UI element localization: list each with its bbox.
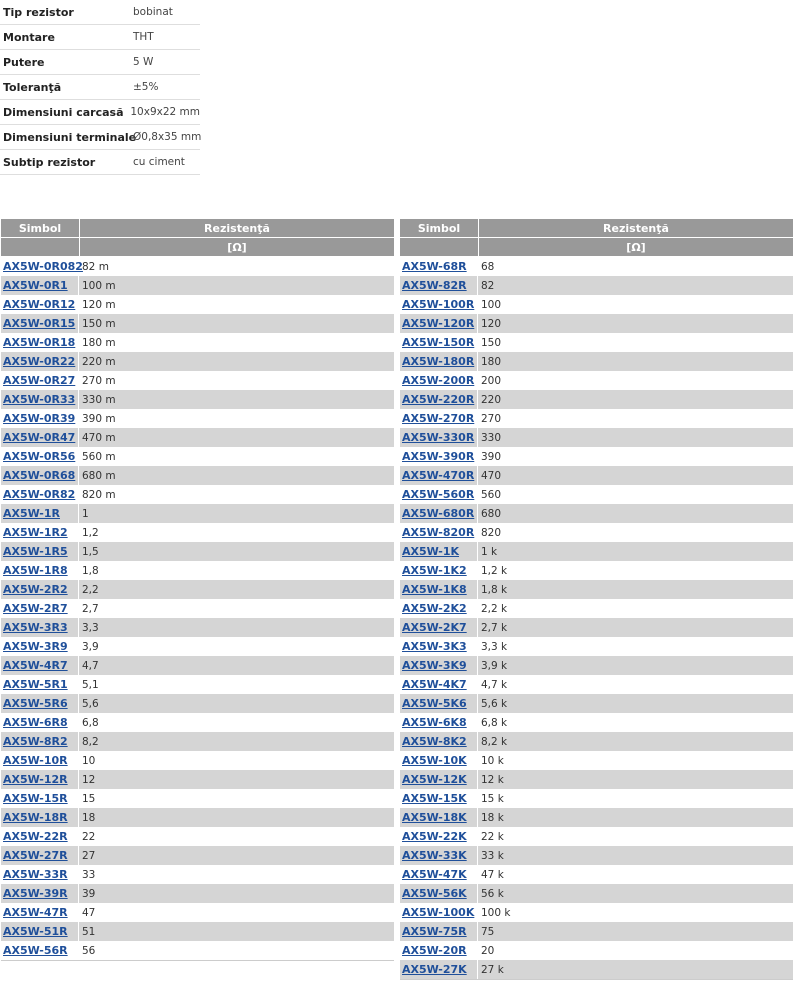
table-row	[400, 428, 793, 447]
resistance-value: 8,2	[82, 735, 99, 748]
spec-label: Subtip rezistor	[3, 155, 96, 169]
table-row	[400, 542, 793, 561]
resistance-value: 2,2	[82, 583, 99, 596]
table-row	[1, 903, 394, 922]
product-symbol-link[interactable]: AX5W-5R6	[1, 694, 79, 713]
resistance-value: 68	[481, 260, 495, 273]
product-symbol-link[interactable]: AX5W-470R	[400, 466, 478, 485]
product-symbol-link[interactable]: AX5W-2K2	[400, 599, 478, 618]
table-row	[1, 314, 394, 333]
table-row	[1, 504, 394, 523]
resistance-value: 2,7 k	[481, 621, 508, 634]
product-symbol-link[interactable]: AX5W-82R	[400, 276, 478, 295]
table-row	[1, 675, 394, 694]
product-symbol-link[interactable]: AX5W-15R	[1, 789, 79, 808]
table-row	[400, 523, 793, 542]
product-symbol-link[interactable]: AX5W-3K3	[400, 637, 478, 656]
symbol-header: Simbol	[400, 219, 479, 237]
resistance-value: 270 m	[82, 374, 116, 387]
resistance-header: Rezistenţă	[603, 221, 669, 235]
table-row	[1, 808, 394, 827]
table-row	[400, 827, 793, 846]
product-symbol-link[interactable]: AX5W-100R	[400, 295, 478, 314]
resistance-value: 820	[481, 526, 502, 539]
resistance-value: 1,5	[82, 545, 99, 558]
resistance-value: 12	[82, 773, 96, 786]
product-symbol-link[interactable]: AX5W-0R12	[1, 295, 79, 314]
product-symbol-link[interactable]: AX5W-27R	[1, 846, 79, 865]
table-row	[400, 276, 793, 295]
table-row	[400, 751, 793, 770]
product-symbol-link[interactable]: AX5W-0R56	[1, 447, 79, 466]
product-symbol-link[interactable]: AX5W-0R082	[1, 257, 79, 276]
product-symbol-link[interactable]: AX5W-1R	[1, 504, 79, 523]
resistance-value: 33	[82, 868, 96, 881]
product-symbol-link[interactable]: AX5W-220R	[400, 390, 478, 409]
spec-row	[0, 0, 200, 25]
table-row	[1, 428, 394, 447]
resistance-value: 56	[82, 944, 96, 957]
resistance-value: 470	[481, 469, 502, 482]
product-symbol-link[interactable]: AX5W-0R68	[1, 466, 79, 485]
table-row	[400, 447, 793, 466]
product-symbol-link[interactable]: AX5W-1R5	[1, 542, 79, 561]
spec-value: ±5%	[133, 81, 159, 93]
resistance-value: 270	[481, 412, 502, 425]
table-row	[1, 466, 394, 485]
resistance-value: 1 k	[481, 545, 498, 558]
product-symbol-link[interactable]: AX5W-100K	[400, 903, 478, 922]
unit-header: [Ω]	[626, 240, 646, 254]
resistance-value: 100 m	[82, 279, 116, 292]
spec-row	[0, 100, 200, 125]
product-symbol-link[interactable]: AX5W-0R82	[1, 485, 79, 504]
table-row	[400, 561, 793, 580]
product-symbol-link[interactable]: AX5W-8R2	[1, 732, 79, 751]
table-row	[1, 371, 394, 390]
table-row	[400, 580, 793, 599]
resistance-value: 18 k	[481, 811, 504, 824]
resistance-value: 150	[481, 336, 502, 349]
product-symbol-link[interactable]: AX5W-6R8	[1, 713, 79, 732]
table-row	[400, 485, 793, 504]
resistance-value: 82	[481, 279, 495, 292]
table-header	[1, 219, 394, 237]
resistance-value: 3,3	[82, 621, 99, 634]
product-symbol-link[interactable]: AX5W-200R	[400, 371, 478, 390]
table-row	[1, 618, 394, 637]
table-row	[1, 409, 394, 428]
table-row	[1, 542, 394, 561]
table-row	[1, 732, 394, 751]
table-row	[400, 599, 793, 618]
resistance-value: 100 k	[481, 906, 511, 919]
table-row	[1, 770, 394, 789]
table-body	[1, 257, 394, 961]
resistance-value: 330 m	[82, 393, 116, 406]
product-symbol-link[interactable]: AX5W-0R18	[1, 333, 79, 352]
table-row	[400, 941, 793, 960]
table-row	[1, 352, 394, 371]
table-row	[1, 333, 394, 352]
spec-value: 5 W	[133, 56, 154, 68]
product-symbol-link[interactable]: AX5W-3K9	[400, 656, 478, 675]
table-row	[1, 865, 394, 884]
table-row	[1, 694, 394, 713]
table-row	[1, 884, 394, 903]
resistance-value: 200	[481, 374, 502, 387]
table-row	[1, 390, 394, 409]
product-symbol-link[interactable]: AX5W-33R	[1, 865, 79, 884]
table-row	[400, 808, 793, 827]
table-row	[400, 371, 793, 390]
table-row	[1, 580, 394, 599]
resistance-header: Rezistenţă	[204, 221, 270, 235]
resistance-value: 82 m	[82, 260, 109, 273]
table-row	[1, 637, 394, 656]
resistance-value: 4,7	[82, 659, 99, 672]
resistance-value: 4,7 k	[481, 678, 508, 691]
product-symbol-link[interactable]: AX5W-2R2	[1, 580, 79, 599]
resistance-value: 1,8 k	[481, 583, 508, 596]
spec-value: bobinat	[133, 6, 173, 18]
product-symbol-link[interactable]: AX5W-22R	[1, 827, 79, 846]
table-row	[400, 789, 793, 808]
product-symbol-link[interactable]: AX5W-0R1	[1, 276, 79, 295]
resistance-value: 3,3 k	[481, 640, 508, 653]
table-row	[1, 561, 394, 580]
table-row	[1, 276, 394, 295]
resistance-value: 15	[82, 792, 96, 805]
table-row	[1, 941, 394, 960]
table-row	[1, 846, 394, 865]
table-row	[1, 751, 394, 770]
product-symbol-link[interactable]: AX5W-10R	[1, 751, 79, 770]
product-symbol-link[interactable]: AX5W-5R1	[1, 675, 79, 694]
table-row	[1, 922, 394, 941]
product-symbol-link[interactable]: AX5W-39R	[1, 884, 79, 903]
spec-table	[0, 0, 200, 175]
resistance-value: 390 m	[82, 412, 116, 425]
resistance-value: 1	[82, 507, 89, 520]
resistance-value: 27 k	[481, 963, 504, 976]
unit-header: [Ω]	[227, 240, 247, 254]
product-symbol-link[interactable]: AX5W-1K	[400, 542, 478, 561]
table-row	[400, 637, 793, 656]
product-symbol-link[interactable]: AX5W-3R9	[1, 637, 79, 656]
product-symbol-link[interactable]: AX5W-20R	[400, 941, 478, 960]
product-symbol-link[interactable]: AX5W-56R	[1, 941, 79, 960]
table-row	[400, 295, 793, 314]
resistance-value: 2,2 k	[481, 602, 508, 615]
table-row	[400, 903, 793, 922]
resistance-value: 56 k	[481, 887, 504, 900]
product-symbol-link[interactable]: AX5W-0R39	[1, 409, 79, 428]
table-row	[400, 257, 793, 276]
resistance-value: 8,2 k	[481, 735, 508, 748]
spec-label: Putere	[3, 55, 45, 69]
spec-row	[0, 75, 200, 100]
product-symbol-link[interactable]: AX5W-27K	[400, 960, 478, 979]
table-row	[1, 485, 394, 504]
table-row	[400, 694, 793, 713]
spec-label: Tip rezistor	[3, 5, 74, 19]
table-row	[1, 523, 394, 542]
table-row	[400, 409, 793, 428]
resistance-value: 680 m	[82, 469, 116, 482]
table-row	[400, 922, 793, 941]
resistance-value: 180	[481, 355, 502, 368]
product-symbol-link[interactable]: AX5W-68R	[400, 257, 478, 276]
spec-label: Dimensiuni carcasă	[3, 105, 124, 119]
resistance-value: 150 m	[82, 317, 116, 330]
resistance-value: 6,8	[82, 716, 99, 729]
product-symbol-link[interactable]: AX5W-51R	[1, 922, 79, 941]
resistance-value: 3,9	[82, 640, 99, 653]
product-symbol-link[interactable]: AX5W-150R	[400, 333, 478, 352]
resistance-value: 820 m	[82, 488, 116, 501]
spec-label: Montare	[3, 30, 55, 44]
spec-label: Dimensiuni terminale	[3, 130, 137, 144]
product-symbol-link[interactable]: AX5W-2R7	[1, 599, 79, 618]
resistance-value: 2,7	[82, 602, 99, 615]
table-row	[400, 675, 793, 694]
resistance-value: 20	[481, 944, 495, 957]
product-symbol-link[interactable]: AX5W-47R	[1, 903, 79, 922]
product-symbol-link[interactable]: AX5W-4R7	[1, 656, 79, 675]
product-symbol-link[interactable]: AX5W-18K	[400, 808, 478, 827]
resistor-table-right	[400, 219, 793, 980]
symbol-header: Simbol	[1, 219, 80, 237]
table-row	[1, 599, 394, 618]
resistance-value: 220 m	[82, 355, 116, 368]
product-symbol-link[interactable]: AX5W-47K	[400, 865, 478, 884]
resistance-value: 1,2 k	[481, 564, 508, 577]
product-symbol-link[interactable]: AX5W-330R	[400, 428, 478, 447]
product-symbol-link[interactable]: AX5W-10K	[400, 751, 478, 770]
product-symbol-link[interactable]: AX5W-5K6	[400, 694, 478, 713]
table-row	[1, 827, 394, 846]
product-symbol-link[interactable]: AX5W-820R	[400, 523, 478, 542]
resistance-value: 5,6	[82, 697, 99, 710]
unit-header-row	[1, 237, 394, 256]
resistance-value: 12 k	[481, 773, 504, 786]
resistance-value: 120	[481, 317, 502, 330]
product-symbol-link[interactable]: AX5W-12R	[1, 770, 79, 789]
resistance-value: 330	[481, 431, 502, 444]
table-row	[1, 656, 394, 675]
table-row	[400, 960, 793, 979]
resistance-value: 5,6 k	[481, 697, 508, 710]
spec-value: 10x9x22 mm	[130, 106, 200, 118]
unit-header-row	[400, 237, 793, 256]
table-row	[400, 770, 793, 789]
resistance-value: 15 k	[481, 792, 504, 805]
table-row	[400, 884, 793, 903]
symbol-header-blank	[1, 238, 80, 256]
table-header	[400, 219, 793, 237]
table-row	[1, 447, 394, 466]
resistance-value: 10	[82, 754, 96, 767]
product-symbol-link[interactable]: AX5W-8K2	[400, 732, 478, 751]
product-symbol-link[interactable]: AX5W-1K8	[400, 580, 478, 599]
product-symbol-link[interactable]: AX5W-120R	[400, 314, 478, 333]
resistance-value: 560	[481, 488, 502, 501]
table-row	[400, 656, 793, 675]
resistance-value: 390	[481, 450, 502, 463]
table-row	[400, 846, 793, 865]
resistance-value: 18	[82, 811, 96, 824]
spec-row	[0, 25, 200, 50]
spec-row	[0, 125, 200, 150]
table-row	[1, 257, 394, 276]
resistance-value: 51	[82, 925, 96, 938]
product-symbol-link[interactable]: AX5W-4K7	[400, 675, 478, 694]
resistance-value: 470 m	[82, 431, 116, 444]
product-symbol-link[interactable]: AX5W-22K	[400, 827, 478, 846]
resistance-value: 100	[481, 298, 502, 311]
resistance-value: 47 k	[481, 868, 504, 881]
resistance-value: 33 k	[481, 849, 504, 862]
resistance-value: 10 k	[481, 754, 504, 767]
product-symbol-link[interactable]: AX5W-560R	[400, 485, 478, 504]
product-symbol-link[interactable]: AX5W-18R	[1, 808, 79, 827]
resistance-value: 22	[82, 830, 96, 843]
spec-value: cu ciment	[133, 156, 185, 168]
table-row	[400, 390, 793, 409]
product-symbol-link[interactable]: AX5W-0R47	[1, 428, 79, 447]
resistance-value: 27	[82, 849, 96, 862]
resistance-value: 1,2	[82, 526, 99, 539]
resistor-table-left	[1, 219, 394, 961]
resistance-value: 22 k	[481, 830, 504, 843]
resistance-value: 560 m	[82, 450, 116, 463]
resistance-value: 1,8	[82, 564, 99, 577]
table-row	[1, 295, 394, 314]
resistance-value: 120 m	[82, 298, 116, 311]
product-symbol-link[interactable]: AX5W-6K8	[400, 713, 478, 732]
resistance-value: 39	[82, 887, 96, 900]
resistance-value: 180 m	[82, 336, 116, 349]
table-row	[400, 865, 793, 884]
product-symbol-link[interactable]: AX5W-3R3	[1, 618, 79, 637]
spec-row	[0, 50, 200, 75]
table-row	[400, 466, 793, 485]
table-row	[400, 352, 793, 371]
product-symbol-link[interactable]: AX5W-1K2	[400, 561, 478, 580]
resistance-value: 680	[481, 507, 502, 520]
product-symbol-link[interactable]: AX5W-2K7	[400, 618, 478, 637]
resistance-value: 47	[82, 906, 96, 919]
product-symbol-link[interactable]: AX5W-0R27	[1, 371, 79, 390]
product-symbol-link[interactable]: AX5W-270R	[400, 409, 478, 428]
product-symbol-link[interactable]: AX5W-1R8	[1, 561, 79, 580]
table-body	[400, 257, 793, 980]
table-row	[400, 732, 793, 751]
resistance-value: 75	[481, 925, 495, 938]
resistance-value: 220	[481, 393, 502, 406]
product-symbol-link[interactable]: AX5W-0R33	[1, 390, 79, 409]
product-symbol-link[interactable]: AX5W-15K	[400, 789, 478, 808]
table-row	[1, 789, 394, 808]
table-row	[400, 504, 793, 523]
table-row	[400, 713, 793, 732]
resistance-value: 6,8 k	[481, 716, 508, 729]
resistance-value: 3,9 k	[481, 659, 508, 672]
product-symbol-link[interactable]: AX5W-390R	[400, 447, 478, 466]
product-symbol-link[interactable]: AX5W-680R	[400, 504, 478, 523]
product-symbol-link[interactable]: AX5W-33K	[400, 846, 478, 865]
table-row	[400, 618, 793, 637]
product-symbol-link[interactable]: AX5W-1R2	[1, 523, 79, 542]
product-symbol-link[interactable]: AX5W-180R	[400, 352, 478, 371]
spec-row	[0, 150, 200, 175]
product-symbol-link[interactable]: AX5W-0R15	[1, 314, 79, 333]
spec-value: THT	[133, 31, 154, 43]
spec-value: Ø0,8x35 mm	[133, 131, 202, 143]
product-symbol-link[interactable]: AX5W-75R	[400, 922, 478, 941]
symbol-header-blank	[400, 238, 479, 256]
table-row	[400, 314, 793, 333]
table-row	[1, 713, 394, 732]
product-symbol-link[interactable]: AX5W-0R22	[1, 352, 79, 371]
table-row	[400, 333, 793, 352]
spec-label: Toleranţă	[3, 80, 62, 94]
product-symbol-link[interactable]: AX5W-12K	[400, 770, 478, 789]
product-symbol-link[interactable]: AX5W-56K	[400, 884, 478, 903]
resistance-value: 5,1	[82, 678, 99, 691]
